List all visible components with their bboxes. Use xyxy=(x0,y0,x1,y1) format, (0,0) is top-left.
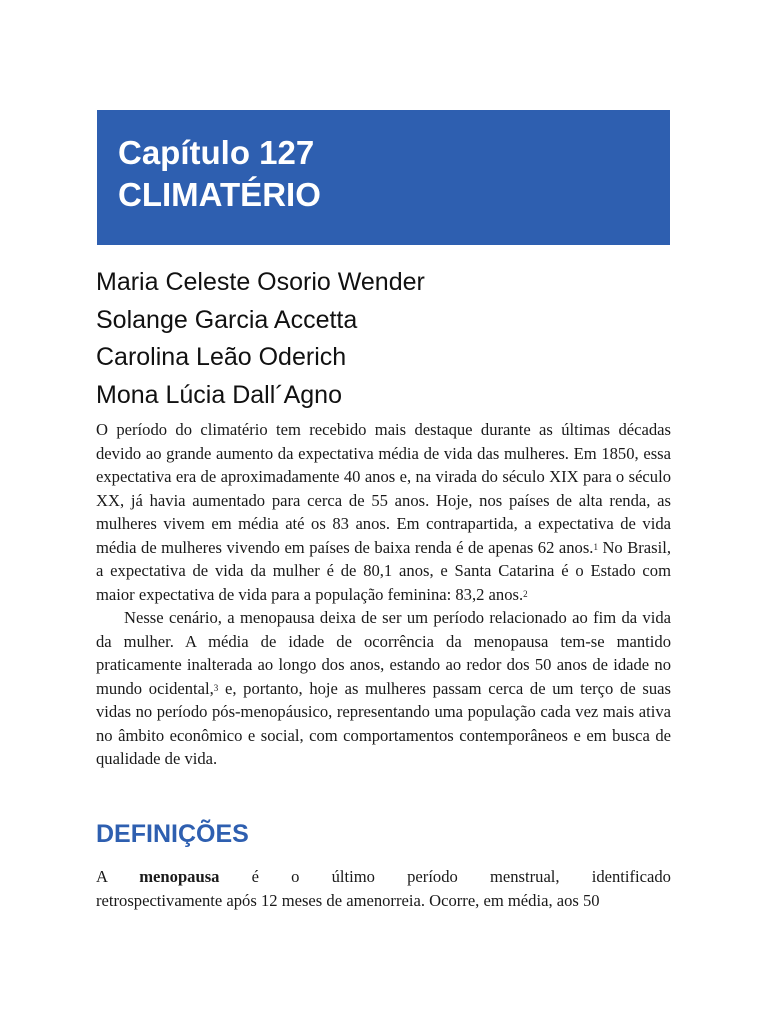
paragraph-text: e, portanto, hoje as mulheres passam cerca de um terço de suas vidas no período pós-menopáusico, representando uma população cada vez mais ativa no âmbito econômico e social, com comportamentos contemporâneos e em busca de qualidade de vida. xyxy=(96,678,671,768)
author-name: Solange Garcia Accetta xyxy=(96,305,358,334)
author-name: Maria Celeste Osorio Wender xyxy=(96,268,425,296)
paragraph-text: Nesse cenário, a menopausa deixa de ser um período relacionado ao fim da vida da mulher. A média de idade de ocorrência da menopausa tem-se mantido praticamente inalterada ao longo dos anos, estando ao redor dos 50 anos de idade no mundo ocidental, xyxy=(96,608,671,698)
author-list xyxy=(96,264,425,414)
section-heading: DEFINIÇÕES xyxy=(96,820,249,848)
paragraph-intro xyxy=(96,418,671,606)
reference-marker: 3 xyxy=(213,682,219,693)
paragraph-context xyxy=(96,606,671,771)
definition-text: é o último período menstrual, identificado xyxy=(219,867,671,886)
reference-marker: 2 xyxy=(523,588,528,599)
definition-line: retrospectivamente após 12 meses de amenorreia. Ocorre, em média, aos 50 xyxy=(96,890,600,910)
paragraph-text: O período do climatério tem recebido mais destaque durante as últimas décadas devido ao grande aumento da expectativa média de vida das mulheres. Em 1850, essa expectativa era de aproximadamente 40 anos e, na virada do século XIX para o século XX, já havia aumentado para cerca de 55 anos. Hoje, nos países de alta renda, as mulheres vivem em média até os 83 anos. Em contrapartida, a expectativa de vida média de mulheres vivendo em países de baixa renda é de apenas 62 anos. xyxy=(96,420,671,557)
chapter-banner xyxy=(97,110,670,245)
author-name: Mona Lúcia Dall´Agno xyxy=(96,380,342,409)
definition-paragraph xyxy=(96,865,671,912)
definition-term: menopausa xyxy=(139,867,220,886)
paragraph-text: No Brasil, a expectativa de vida da mulher é de 80,1 anos, e Santa Catarina é o Estado com maior expectativa de vida para a população feminina: 83,2 anos. xyxy=(96,537,671,604)
body-text xyxy=(96,418,671,771)
reference-marker: 1 xyxy=(593,541,598,552)
chapter-title: CLIMATÉRIO xyxy=(118,176,321,213)
author-name: Carolina Leão Oderich xyxy=(96,343,347,371)
definition-line xyxy=(96,865,671,889)
definition-lead: A xyxy=(96,867,140,886)
chapter-number: Capítulo 127 xyxy=(118,134,315,171)
